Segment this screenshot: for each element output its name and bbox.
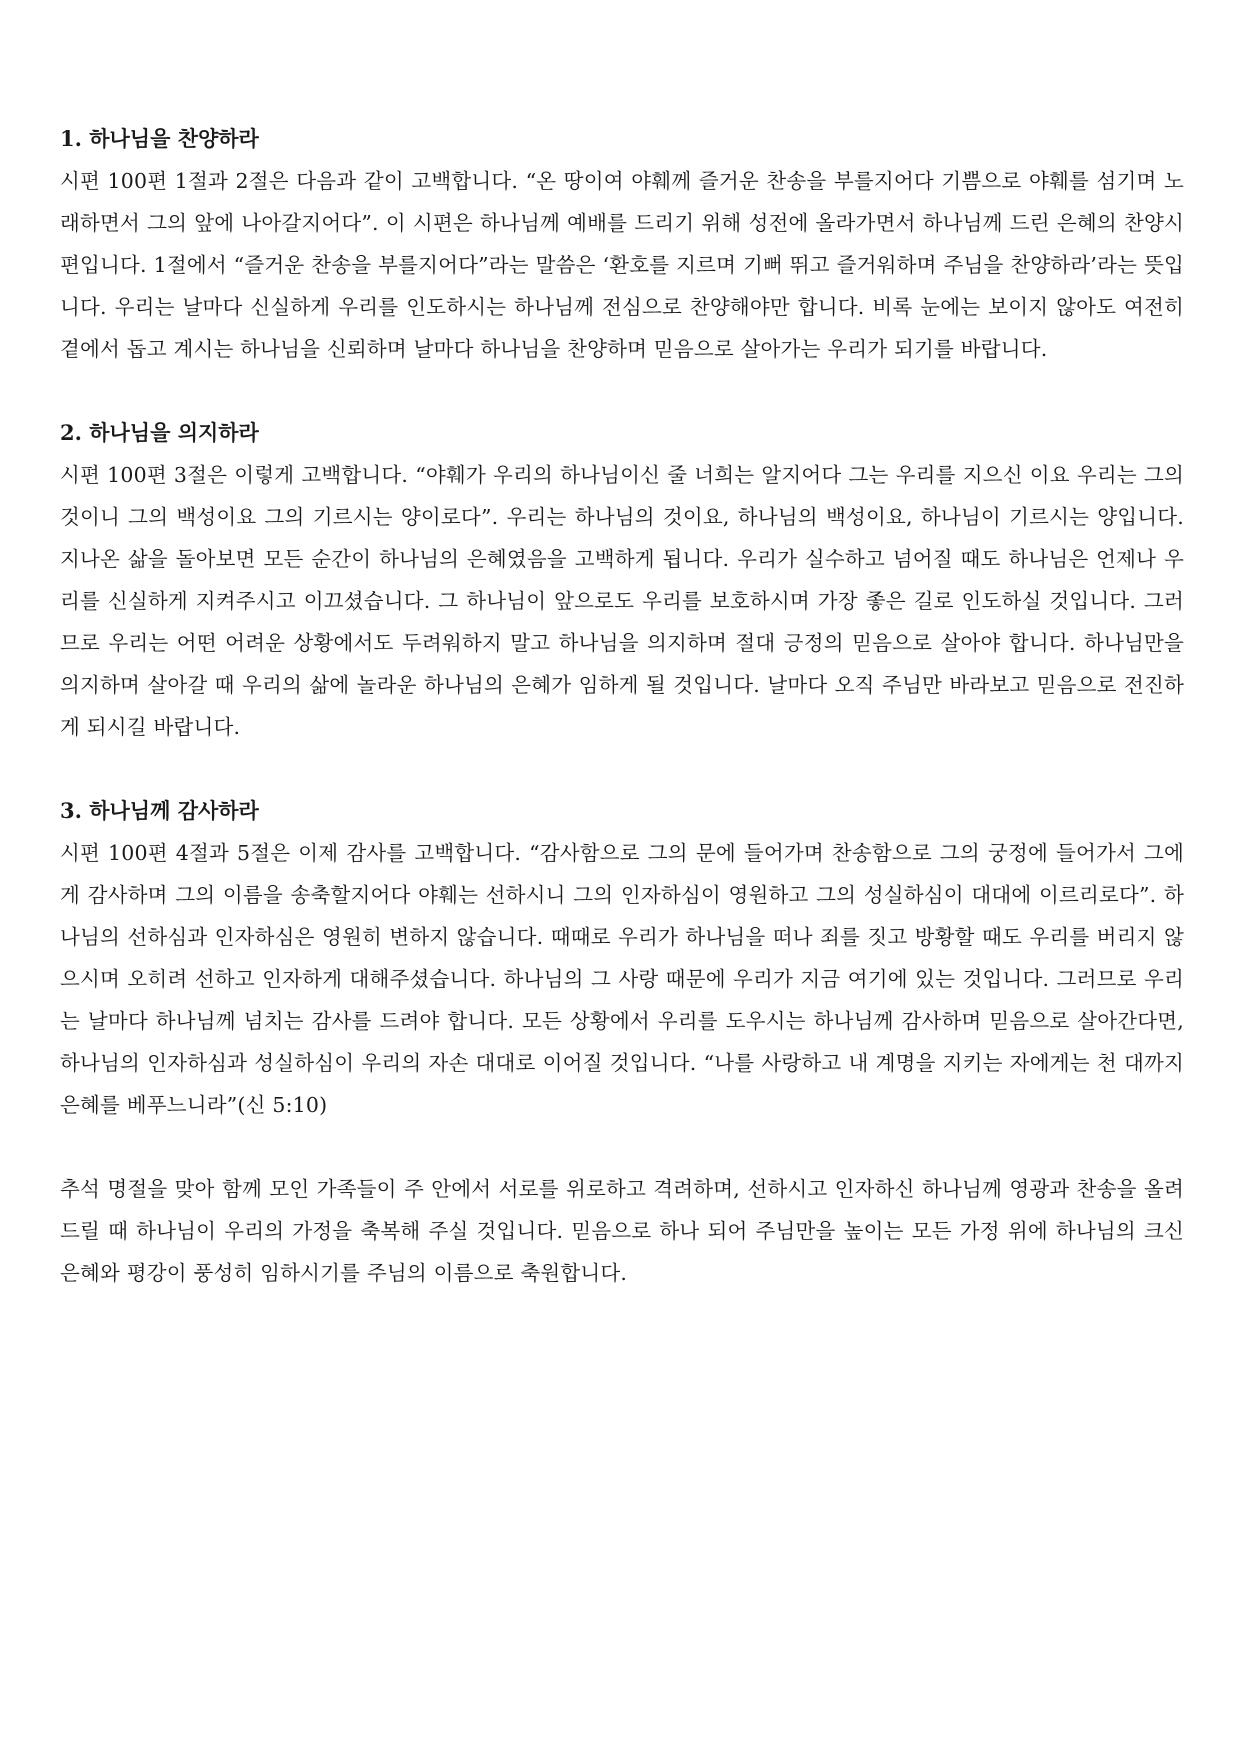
section-body: 시편 100편 4절과 5절은 이제 감사를 고백합니다. “감사함으로 그의 문에 들어가며 찬송함으로 그의 궁정에 들어가서 그에게 감사하며 그의 이름을 송축할지어다 야훼는 선하시니 그의 인자하심이 영원하고 그의 성실하심이 대대에 이르리로다”. 하나님의 선하심과 인자하심은 영원히 변하지 않습니다. 때때로 우리가 하나님을 떠나 죄를 짓고 방황할 때도 우리를 버리지 않으시며 오히려 선하고 인자하게 대해주셨습니다. 하나님의 그 사랑 때문에 우리가 지금 여기에 있는 것입니다. 그러므로 우리는 날마다 하나님께 넘치는 감사를 드려야 합니다. 모든 상황에서 우리를 도우시는 하나님께 감사하며 믿음으로 살아간다면, 하나님의 인자하심과 성실하심이 우리의 자손 대대로 이어질 것입니다. “나를 사랑하고 내 계명을 지키는 자에게는 천 대까지 은혜를 베푸느니라”(신 5:10) — [60, 841, 1184, 1117]
section-body: 시편 100편 1절과 2절은 다음과 같이 고백합니다. “온 땅이여 야훼께 즐거운 찬송을 부를지어다 기쁨으로 야훼를 섬기며 노래하면서 그의 앞에 나아갈지어다”. 이 시편은 하나님께 예배를 드리기 위해 성전에 올라가면서 하나님께 드린 은혜의 찬양시편입니다. 1절에서 “즐거운 찬송을 부를지어다”라는 말씀은 ‘환호를 지르며 기뻐 뛰고 즐거워하며 주님을 찬양하라’라는 뜻입니다. 우리는 날마다 신실하게 우리를 인도하시는 하나님께 전심으로 찬양해야만 합니다. 비록 눈에는 보이지 않아도 여전히 곁에서 돕고 계시는 하나님을 신뢰하며 날마다 하나님을 찬양하며 믿음으로 살아가는 우리가 되기를 바랍니다. — [60, 169, 1184, 361]
section-heading: 2. 하나님을 의지하라 — [60, 420, 259, 445]
section-praise — [60, 118, 1184, 370]
closing-paragraph: 추석 명절을 맞아 함께 모인 가족들이 주 안에서 서로를 위로하고 격려하며, 선하시고 인자하신 하나님께 영광과 찬송을 올려드릴 때 하나님이 우리의 가정을 축복해 주실 것입니다. 믿음으로 하나 되어 주님만을 높이는 모든 가정 위에 하나님의 크신 은혜와 평강이 풍성히 임하시기를 주님의 이름으로 축원합니다. — [60, 1177, 1184, 1285]
document-page — [60, 118, 1184, 1294]
section-heading: 1. 하나님을 찬양하라 — [60, 126, 259, 151]
section-body: 시편 100편 3절은 이렇게 고백합니다. “야훼가 우리의 하나님이신 줄 너희는 알지어다 그는 우리를 지으신 이요 우리는 그의 것이니 그의 백성이요 그의 기르시는 양이로다”. 우리는 하나님의 것이요, 하나님의 백성이요, 하나님이 기르시는 양입니다. 지나온 삶을 돌아보면 모든 순간이 하나님의 은혜였음을 고백하게 됩니다. 우리가 실수하고 넘어질 때도 하나님은 언제나 우리를 신실하게 지켜주시고 이끄셨습니다. 그 하나님이 앞으로도 우리를 보호하시며 가장 좋은 길로 인도하실 것입니다. 그러므로 우리는 어떤 어려운 상황에서도 두려워하지 말고 하나님을 의지하며 절대 긍정의 믿음으로 살아야 합니다. 하나님만을 의지하며 살아갈 때 우리의 삶에 놀라운 하나님의 은혜가 임하게 될 것입니다. 날마다 오직 주님만 바라보고 믿음으로 전진하게 되시길 바랍니다. — [60, 463, 1184, 739]
section-thanks — [60, 790, 1184, 1126]
section-rely — [60, 412, 1184, 748]
section-heading: 3. 하나님께 감사하라 — [60, 798, 259, 823]
